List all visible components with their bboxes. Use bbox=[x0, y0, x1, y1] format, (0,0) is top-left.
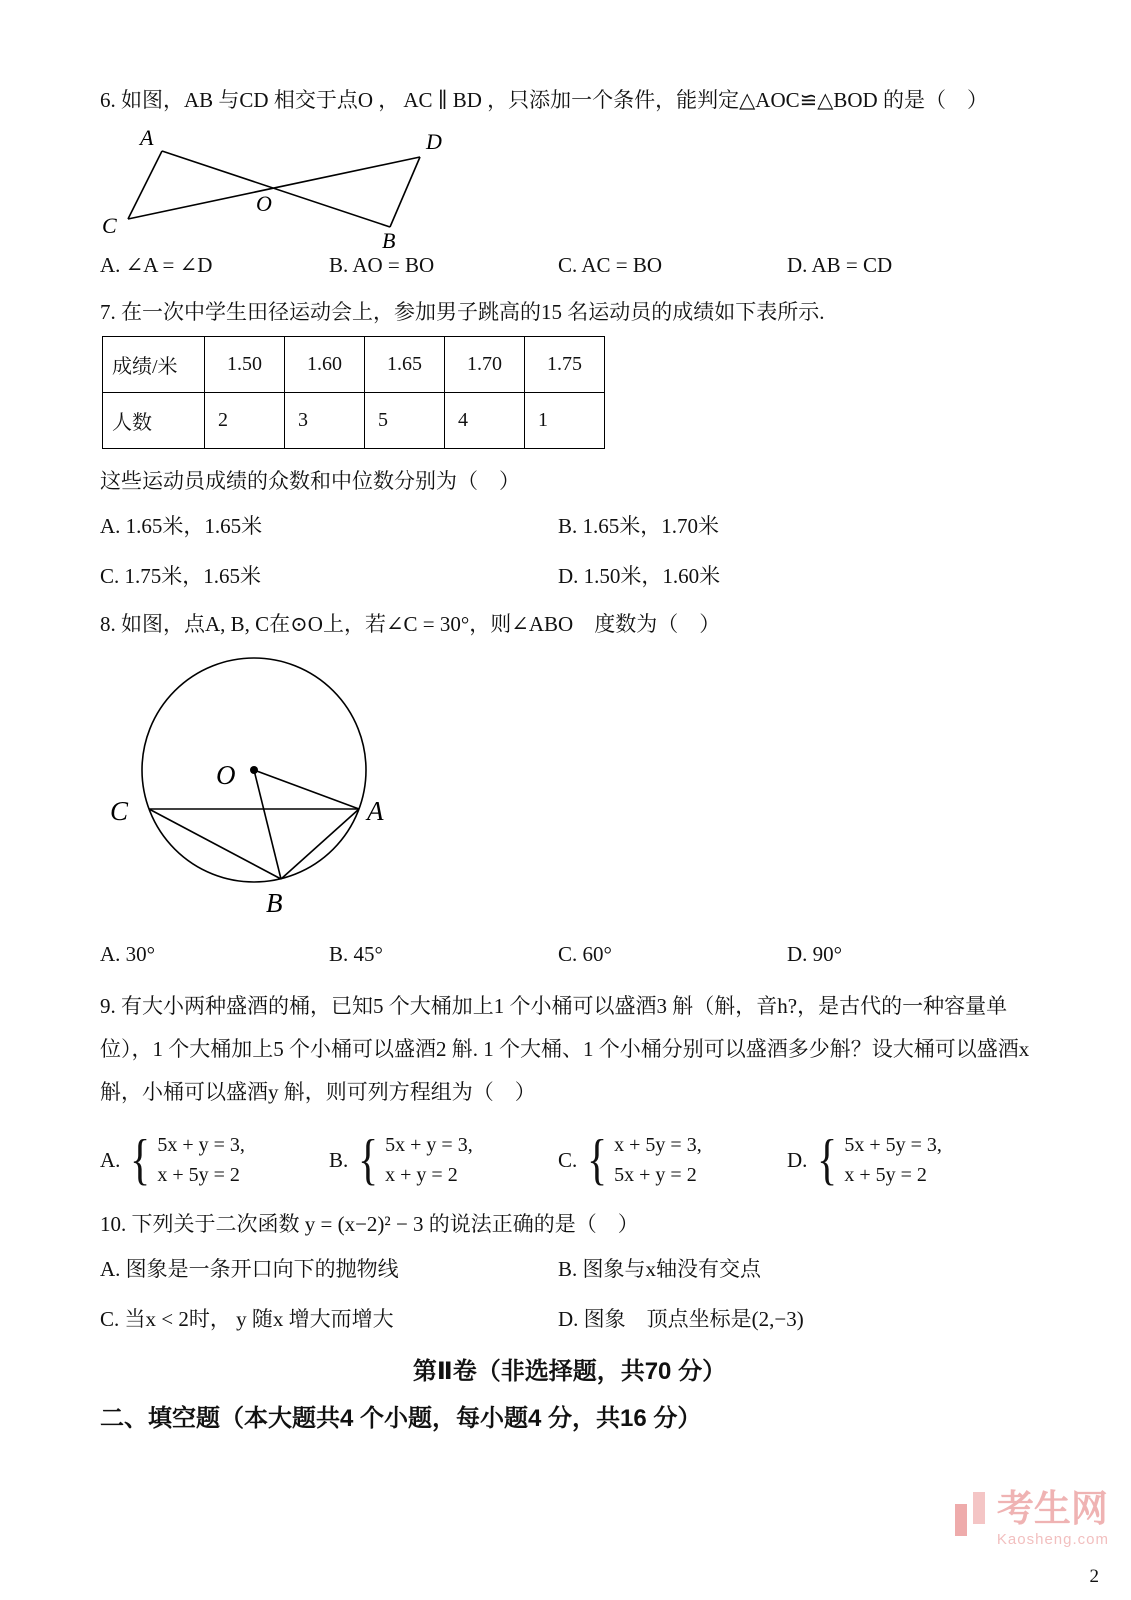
question-8 bbox=[100, 608, 1039, 968]
watermark-text bbox=[997, 1490, 1109, 1548]
figure-label-c: C bbox=[110, 796, 129, 827]
option: D. 图象 顶点坐标是(2,−3) bbox=[558, 1306, 804, 1331]
question-6 bbox=[100, 84, 1039, 278]
kaosheng-logo-icon bbox=[953, 1490, 989, 1538]
figure-label-d: D bbox=[426, 128, 442, 154]
option bbox=[787, 1130, 1039, 1190]
option: B. AO = BO bbox=[329, 252, 435, 277]
option: C. 1.75米，1.65米 bbox=[100, 563, 262, 588]
option-label: B. bbox=[329, 1147, 349, 1172]
option: D. AB = CD bbox=[787, 252, 893, 277]
table-cell: 成绩/米 bbox=[103, 337, 205, 393]
table-cell: 1 bbox=[525, 393, 605, 449]
equation-line: x + 5y = 3, bbox=[614, 1134, 702, 1157]
figure-label-a: A bbox=[367, 796, 384, 827]
option bbox=[329, 1130, 558, 1190]
equation-line: 5x + 5y = 3, bbox=[844, 1134, 942, 1157]
score-table bbox=[102, 336, 605, 449]
option: A. ∠A = ∠D bbox=[100, 252, 213, 277]
table-cell: 1.60 bbox=[285, 337, 365, 393]
watermark-brand-en: Kaosheng.com bbox=[996, 1531, 1109, 1548]
table-cell: 1.75 bbox=[525, 337, 605, 393]
brace-glyph: { bbox=[587, 1129, 608, 1192]
figure-label-b: B bbox=[266, 888, 283, 919]
option-label: A. bbox=[100, 1147, 121, 1172]
table-cell: 1.70 bbox=[445, 337, 525, 393]
table-cell: 1.50 bbox=[205, 337, 285, 393]
figure-label-o: O bbox=[216, 760, 236, 791]
section-2-title: 第Ⅱ卷（非选择题，共70 分） bbox=[412, 1357, 727, 1385]
equation-line: 5x + y = 2 bbox=[614, 1164, 697, 1187]
brace-glyph: { bbox=[817, 1129, 838, 1192]
figure-label-b: B bbox=[382, 227, 396, 251]
option: C. AC = BO bbox=[558, 252, 663, 277]
equation-line: 5x + y = 3, bbox=[385, 1134, 473, 1157]
question-8-options bbox=[100, 942, 1039, 967]
option: C. 60° bbox=[558, 942, 612, 967]
option-label: C. bbox=[558, 1147, 578, 1172]
equation-line: x + y = 2 bbox=[385, 1164, 458, 1187]
option: B. 图象与x轴没有交点 bbox=[558, 1256, 762, 1281]
table-cell: 人数 bbox=[103, 393, 205, 449]
table-cell: 4 bbox=[445, 393, 525, 449]
figure-label-c: C bbox=[102, 212, 117, 238]
option: D. 1.50米，1.60米 bbox=[558, 563, 721, 588]
option: D. 90° bbox=[787, 942, 843, 967]
question-10-options bbox=[100, 1253, 1039, 1333]
table-cell: 5 bbox=[365, 393, 445, 449]
table-cell: 2 bbox=[205, 393, 285, 449]
question-6-options bbox=[100, 253, 1039, 278]
option: A. 30° bbox=[100, 942, 156, 967]
table-cell: 3 bbox=[285, 393, 365, 449]
question-10-stem: 10. 下列关于二次函数 y = (x−2)² − 3 的说法正确的是（ ） bbox=[100, 1212, 639, 1237]
watermark-brand-cn: 考生网 bbox=[996, 1488, 1108, 1530]
option bbox=[100, 1130, 329, 1190]
figure-label-a: A bbox=[140, 126, 154, 150]
question-7-stem: 7. 在一次中学生田径运动会上，参加男子跳高的15 名运动员的成绩如下表所示. bbox=[100, 299, 825, 324]
brace-glyph: { bbox=[358, 1129, 379, 1192]
kaosheng-watermark bbox=[953, 1490, 1109, 1548]
question-8-stem: 8. 如图，点A, B, C在⊙O上，若∠C = 30°，则∠ABO 度数为（ ） bbox=[100, 611, 721, 636]
option bbox=[558, 1130, 787, 1190]
question-6-figure bbox=[100, 127, 460, 251]
option: A. 1.65米，1.65米 bbox=[100, 513, 263, 538]
question-9-options bbox=[100, 1130, 1039, 1190]
option: B. 45° bbox=[329, 942, 383, 967]
figure-label-o: O bbox=[256, 190, 272, 216]
equation-line: x + 5y = 2 bbox=[844, 1164, 927, 1187]
option: A. 图象是一条开口向下的抛物线 bbox=[100, 1256, 399, 1281]
question-7-options bbox=[100, 510, 1039, 590]
equation-line: x + 5y = 2 bbox=[157, 1164, 240, 1187]
question-9 bbox=[100, 985, 1039, 1190]
question-7 bbox=[100, 296, 1039, 590]
equation-line: 5x + y = 3, bbox=[157, 1134, 245, 1157]
question-9-stem: 9. 有大小两种盛酒的桶，已知5 个大桶加上1 个小桶可以盛酒3 斛（斛，音h?，是古代的一种容量单位），1 个大桶加上5 个小桶可以盛酒2 斛. 1 个大桶、1 个小桶分别可以盛酒多少斛？设大桶可以盛酒x 斛，小桶可以盛酒y 斛，则可列方程组为（ ） bbox=[100, 994, 1030, 1105]
option-label: D. bbox=[787, 1147, 808, 1172]
question-10 bbox=[100, 1208, 1039, 1333]
question-8-figure bbox=[104, 644, 414, 924]
option: B. 1.65米，1.70米 bbox=[558, 513, 720, 538]
brace-glyph: { bbox=[130, 1129, 151, 1192]
option: C. 当x < 2时， y 随x 增大而增大 bbox=[100, 1306, 394, 1331]
question-7-followup: 这些运动员成绩的众数和中位数分别为（ ） bbox=[100, 469, 520, 494]
fill-in-section-heading: 二、填空题（本大题共4 个小题，每小题4 分，共16 分） bbox=[100, 1404, 702, 1432]
table-cell: 1.65 bbox=[365, 337, 445, 393]
page-number: 2 bbox=[1089, 1566, 1099, 1587]
question-6-stem: 6. 如图，AB 与CD 相交于点O ， AC ∥ BD ，只添加一个条件，能判定△AOC≌△BOD 的是（ ） bbox=[100, 88, 988, 112]
